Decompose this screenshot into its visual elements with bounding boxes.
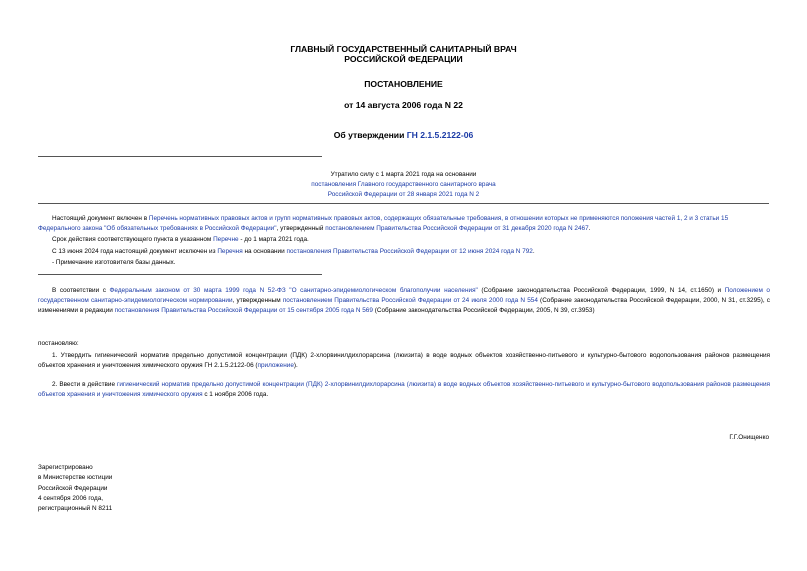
law-52fz-link[interactable]: Федеральным законом от 30 марта 1999 года N 52-ФЗ "О санитарно-эпидемиологическом благополучии населения" <box>109 287 478 294</box>
note-perechen-link[interactable]: Перечень нормативных правовых актов и групп нормативных правовых актов, содержащих обязательные требования, в отношении которых не применяются положения частей 1, 2 и 3 статьи 15 Федерального закона "Об обязательных требованиях в Российской Федерации" <box>38 215 729 232</box>
registration-block <box>38 463 112 514</box>
note-excluded-postanovlenie-link[interactable]: постановления Правительства Российской Федерации от 12 июня 2024 года N 792 <box>286 247 533 255</box>
document-type: ПОСТАНОВЛЕНИЕ <box>364 79 443 89</box>
expiry-note <box>220 170 587 200</box>
subject-prefix: Об утверждении <box>333 130 407 140</box>
document-date-number: от 14 августа 2006 года N 22 <box>344 100 463 110</box>
document-header <box>0 44 807 65</box>
registration-line: в Министерстве юстиции <box>38 474 113 482</box>
item-1: 1. Утвердить гигиенический норматив предельно допустимой концентрации (ПДК) 2-хлорвинилдихлорарсина (люизита) в воде водных объектов хозяйственно-питьевого и культурно-бытового водопользования районов размещения объектов хранения и уничтожения химического оружия ГН 2.1.5.2122-06 (приложение). <box>38 352 770 369</box>
appendix-link[interactable]: приложение <box>257 361 294 369</box>
item-2: 2. Ввести в действие гигиенический норматив предельно допустимой концентрации (ПДК) 2-хлорвинилдихлорарсина (люизита) в воде водных объектов хозяйственно-питьевого и культурно-бытового водопользования районов размещения объектов хранения и уничтожения химического оружия с 1 ноября 2006 года. <box>38 381 770 398</box>
document-subject <box>0 130 807 140</box>
hygiene-norm-link[interactable]: гигиенический норматив предельно допустимой концентрации (ПДК) 2-хлорвинилдихлорарсина (люизита) в воде водных объектов хозяйственно-питьевого и культурно-бытового водопользования районов размещения объектов хранения и уничтожения химического оружия <box>38 381 770 398</box>
note-postanovlenie-link[interactable]: постановлением Правительства Российской Федерации от 31 декабря 2020 года N 2467 <box>325 224 589 232</box>
note-excluded-link[interactable]: Перечня <box>217 247 243 255</box>
postanovlenie-569-link[interactable]: постановления Правительства Российской Федерации от 15 сентября 2005 года N 569 <box>114 306 373 314</box>
registration-line: Зарегистрировано <box>38 464 93 471</box>
divider <box>38 203 769 204</box>
note-db-maker: - Примечание изготовителя базы данных. <box>52 259 176 267</box>
expiry-note-line-1: Утратило силу с 1 марта 2021 года на основании <box>330 171 477 178</box>
expiry-note-link-2[interactable]: Российской Федерации от 28 января 2021 года N 2 <box>327 190 480 198</box>
expiry-note-link-1[interactable]: постановления Главного государственного санитарного врача <box>311 180 496 188</box>
postanovlenie-554-link[interactable]: постановлением Правительства Российской Федерации от 24 июля 2000 года N 554 <box>282 296 538 304</box>
note-excluded: С 13 июня 2024 года настоящий документ исключен из Перечня на основании постановления Правительства Российской Федерации от 12 июня 2024 года N 792. <box>52 247 535 255</box>
subject-link[interactable]: ГН 2.1.5.2122-06 <box>406 130 474 140</box>
signature: Г.Г.Онищенко <box>729 434 769 441</box>
header-line-2: РОССИЙСКОЙ ФЕДЕРАЦИИ <box>344 54 463 65</box>
note-validity-link[interactable]: Перечне <box>213 236 239 244</box>
regulation-link[interactable]: Положением о государственном санитарно-эпидемиологическом нормировании <box>38 287 770 304</box>
note-perechen: Настоящий документ включен в Перечень нормативных правовых актов и групп нормативных правовых актов, содержащих обязательные требования, в отношении которых не применяются положения частей 1, 2 и 3 статьи 15 Федерального закона "Об обязательных требованиях в Российской Федерации", утвержденный постановлением Правительства Российской Федерации от 31 декабря 2020 года N 2467. <box>38 215 729 232</box>
registration-line: 4 сентября 2006 года, <box>38 494 104 502</box>
registration-line: регистрационный N 8211 <box>38 505 113 512</box>
divider <box>38 274 322 275</box>
divider <box>38 156 322 157</box>
registration-line: Российской Федерации <box>38 484 108 492</box>
preamble-paragraph: В соответствии с Федеральным законом от 30 марта 1999 года N 52-ФЗ "О санитарно-эпидемиологическом благополучии населения" (Собрание законодательства Российской Федерации, 1999, N 14, ст.1650) и Положением о государственном санитарно-эпидемиологическом нормировании, утвержденным постановлением Правительства Российской Федерации от 24 июля 2000 года N 554 (Собрание законодательства Российской Федерации, 2000, N 31, ст.3295), с изменениями в редакции постановления Правительства Российской Федерации от 15 сентября 2005 года N 569 (Собрание законодательства Российской Федерации, 2005, N 39, ст.3953) <box>38 287 771 314</box>
header-line-1: ГЛАВНЫЙ ГОСУДАРСТВЕННЫЙ САНИТАРНЫЙ ВРАЧ <box>290 44 517 54</box>
database-notes <box>38 214 770 268</box>
resolve-word: постановляю: <box>38 340 79 347</box>
note-validity: Срок действия соответствующего пункта в указанном Перечне - до 1 марта 2021 года. <box>52 236 309 244</box>
